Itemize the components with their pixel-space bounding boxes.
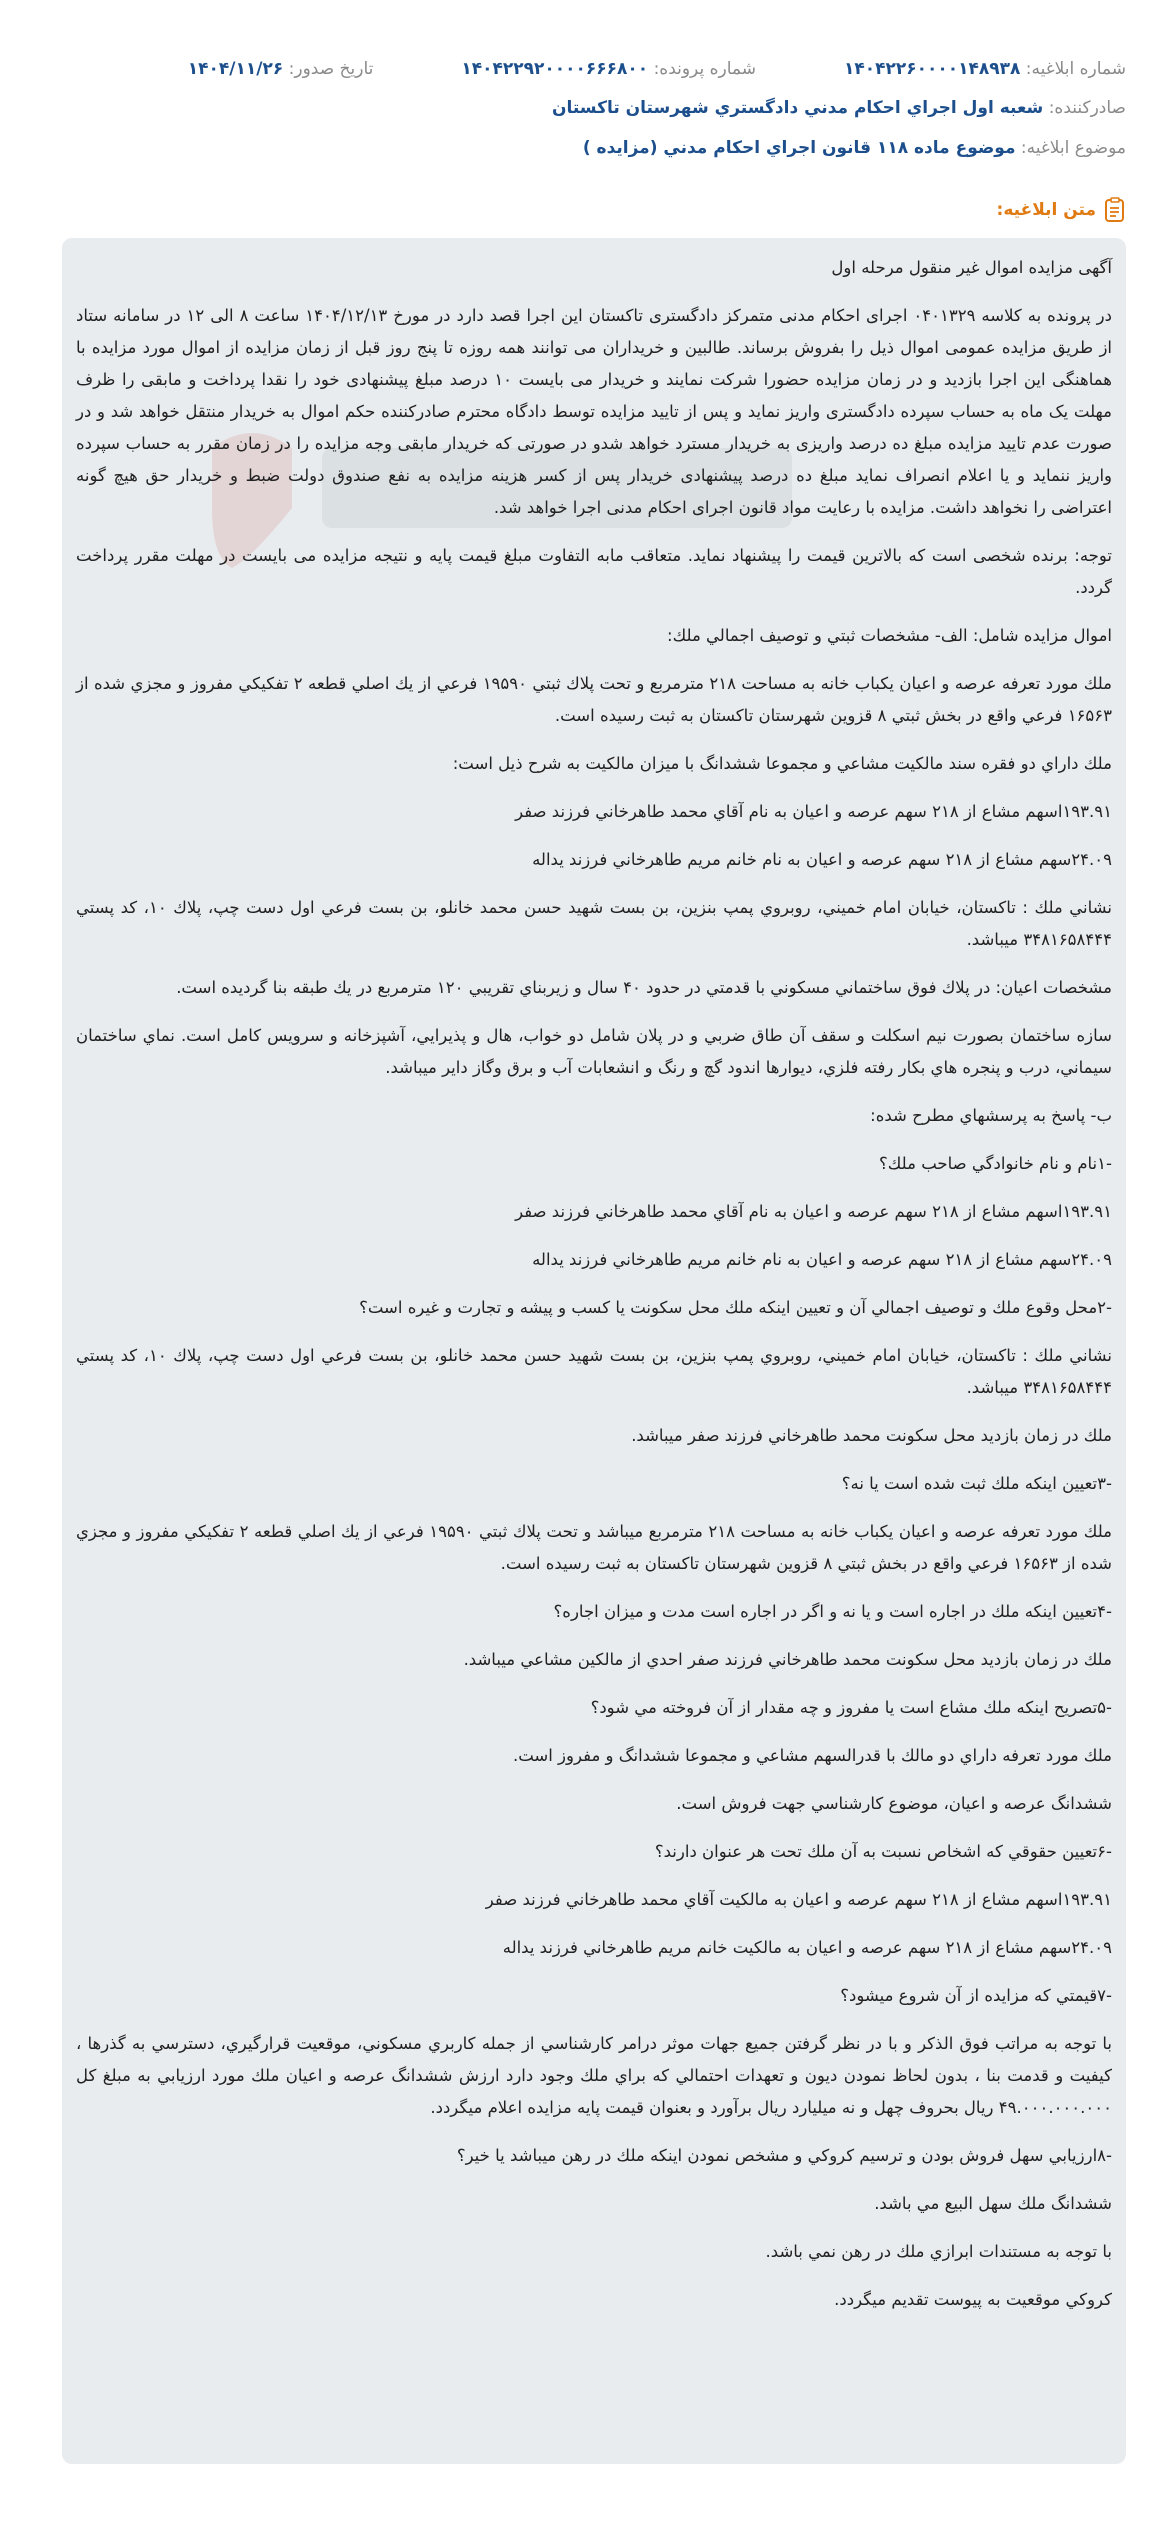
paragraph-spacer xyxy=(76,1964,1112,1980)
body-paragraph: ۲۴.۰۹سهم مشاع از ۲۱۸ سهم عرصه و اعيان به مالكيت خانم مريم طاهرخاني فرزند يداله xyxy=(502,1938,1112,1957)
body-paragraph: ۲۴.۰۹سهم مشاع از ۲۱۸ سهم عرصه و اعيان به نام خانم مريم طاهرخاني فرزند يداله xyxy=(532,850,1112,869)
paragraph-spacer xyxy=(76,1276,1112,1292)
paragraph-spacer xyxy=(76,652,1112,668)
issue-date xyxy=(188,59,374,79)
body-paragraph: ۱۹۳.۹۱اسهم مشاع از ۲۱۸ سهم عرصه و اعيان به مالكيت آقاي محمد طاهرخاني فرزند صفر xyxy=(485,1890,1112,1909)
paragraph-spacer xyxy=(76,1132,1112,1148)
body-paragraph: توجه: برنده شخصی است که بالاترین قیمت را پیشنهاد نماید. متعاقب مابه التفاوت مبلغ قیمت پایه و نتیجه مزایده می بایست در مهلت مقرر پرداخت گردد. xyxy=(76,546,1112,597)
body-paragraph: ملك مورد تعرفه داراي دو مالك با قدرالسهم مشاعي و مجموعا ششدانگ و مفروز است. xyxy=(512,1746,1112,1765)
paragraph-spacer xyxy=(76,1724,1112,1740)
body-paragraph: ششدانگ عرصه و اعيان، موضوع كارشناسي جهت فروش است. xyxy=(676,1794,1112,1813)
body-paragraph: ب- پاسخ به پرسشهاي مطرح شده: xyxy=(870,1106,1112,1125)
paragraph-spacer xyxy=(76,1628,1112,1644)
notice-number-value: ۱۴۰۴۲۲۶۰۰۰۰۱۴۸۹۳۸ xyxy=(843,59,1021,79)
issuer-value: شعبه اول اجراي احكام مدني دادگستري شهرستان تاكستان xyxy=(551,98,1044,118)
paragraph-spacer xyxy=(76,1228,1112,1244)
body-paragraph: -۸ارزيابي سهل فروش بودن و ترسيم كروكي و مشخص نمودن اينكه ملك در رهن ميباشد يا خير؟ xyxy=(456,2146,1112,2165)
paragraph-spacer xyxy=(76,732,1112,748)
body-paragraph: ملك مورد تعرفه عرصه و اعيان يكباب خانه به مساحت ۲۱۸ مترمربع ميباشد و تحت پلاك ثبتي ۱۹۵۹۰ فرعي از يك اصلي قطعه ۲ تفكيكي مفروز و مجزي شده از ۱۶۵۶۳ فرعي واقع در بخش ثبتي ۸ قزوين شهرستان تاكستان به ثبت رسيده است. xyxy=(76,1522,1113,1573)
paragraph-spacer xyxy=(76,1324,1112,1340)
paragraph-spacer xyxy=(76,284,1112,300)
paragraph-spacer xyxy=(76,2124,1112,2140)
paragraph-spacer xyxy=(76,2268,1112,2284)
issuer-line xyxy=(552,98,1126,118)
paragraph-spacer xyxy=(76,1404,1112,1420)
notice-text-label: متن ابلاغیه: xyxy=(996,200,1096,220)
paragraph-spacer xyxy=(76,524,1112,540)
body-paragraph: با توجه به مستندات ابرازي ملك در رهن نمي باشد. xyxy=(765,2242,1112,2261)
paragraph-spacer xyxy=(76,1500,1112,1516)
paragraph-spacer xyxy=(76,1580,1112,1596)
body-paragraph: نشاني ملك : تاكستان، خيابان امام خميني، روبروي پمپ بنزين، بن بست شهيد حسن محمد خانلو، بن بست فرعي اول دست چپ، پلاك ۱۰، كد پستي ۳۴۸۱۶۵۸۴۴۴ ميباشد. xyxy=(76,1346,1112,1397)
body-paragraph: ۱۹۳.۹۱اسهم مشاع از ۲۱۸ سهم عرصه و اعيان به نام آقاي محمد طاهرخاني فرزند صفر xyxy=(515,802,1112,821)
paragraph-spacer xyxy=(76,2012,1112,2028)
issuer-label: صادرکننده: xyxy=(1048,98,1126,118)
body-paragraph: مشخصات اعيان: در پلاك فوق ساختماني مسكوني با قدمتي در حدود ۴۰ سال و زيربناي تقريبي ۱۲۰ مترمربع در يك طبقه بنا گرديده است. xyxy=(176,978,1112,997)
notice-body-text xyxy=(76,252,1112,2316)
body-paragraph: ۲۴.۰۹سهم مشاع از ۲۱۸ سهم عرصه و اعيان به نام خانم مريم طاهرخاني فرزند يداله xyxy=(532,1250,1112,1269)
paragraph-spacer xyxy=(76,1772,1112,1788)
body-paragraph: -۵تصريح اينكه ملك مشاع است يا مفروز و چه مقدار از آن فروخته مي شود؟ xyxy=(590,1698,1112,1717)
body-paragraph: -۶تعيين حقوقي كه اشخاص نسبت به آن ملك تحت هر عنوان دارند؟ xyxy=(654,1842,1112,1861)
paragraph-spacer xyxy=(76,2172,1112,2188)
document-icon xyxy=(1104,197,1126,223)
body-paragraph: ملك مورد تعرفه عرصه و اعيان يكباب خانه به مساحت ۲۱۸ مترمربع و تحت پلاك ثبتي ۱۹۵۹۰ فرعي از يك اصلي قطعه ۲ تفكيكي مفروز و مجزي شده از ۱۶۵۶۳ فرعي واقع در بخش ثبتي ۸ قزوين شهرستان تاكستان به ثبت رسيده است. xyxy=(76,674,1112,725)
case-number xyxy=(461,59,756,79)
paragraph-spacer xyxy=(76,1004,1112,1020)
body-paragraph: اموال مزايده شامل: الف- مشخصات ثبتي و توصيف اجمالي ملك: xyxy=(667,626,1112,645)
body-paragraph: در پرونده به کلاسه ۰۴۰۱۳۲۹ اجرای احکام مدنی متمرکز دادگستری تاکستان این اجرا قصد دارد در مورخ ۱۴۰۴/۱۲/۱۳ ساعت ۸ الی ۱۲ در سامانه ستاد از طریق مزایده عمومی اموال ذیل را بفروش برساند. طالبین و خریداران می توانند همه روزه تا پنج روز قبل از زمان مزایده از اموال مورد مزایده با هماهنگی این اجرا بازدید و در زمان مزایده حضورا شرکت نمایند و خریدار می بایست ۱۰ درصد مبلغ پیشنهادی خود را نقدا پرداخت و مابقی را ظرف مهلت یک ماه به حساب سپرده دادگستری واریز نماید و پس از تایید مزایده توسط دادگاه محترم صادرکننده حکم اموال به خریدار منتقل خواهد شد و در صورت عدم تایید مزایده مبلغ ده درصد واریزی به خریدار مسترد خواهد شدو در صورتی که خریدار مابقی وجه مزایده را در زمان مقرر به حساب سپرده واریز ننماید و یا اعلام انصراف نماید مبلغ ده درصد پیشنهادی خریدار پس از کسر هزینه مزایده به نفع صندوق دولت ضبط و خریدار حق هیچ گونه اعتراضی را نخواهد داشت. مزایده با رعایت مواد قانون اجرای احکام مدنی اجرا خواهد شد. xyxy=(76,306,1112,517)
body-paragraph: -۳تعيين اينكه ملك ثبت شده است يا نه؟ xyxy=(841,1474,1112,1493)
paragraph-spacer xyxy=(76,604,1112,620)
notice-text-heading xyxy=(997,197,1126,223)
paragraph-spacer xyxy=(76,1452,1112,1468)
body-paragraph: ملك در زمان بازديد محل سكونت محمد طاهرخاني فرزند صفر احدي از مالكين مشاعي ميباشد. xyxy=(463,1650,1112,1669)
issue-date-value: ۱۴۰۴/۱۱/۲۶ xyxy=(187,59,284,79)
paragraph-spacer xyxy=(76,1868,1112,1884)
body-paragraph: آگهی مزایده اموال غیر منقول مرحله اول xyxy=(831,258,1112,277)
paragraph-spacer xyxy=(76,876,1112,892)
subject-value: موضوع ماده ۱۱۸ قانون اجراي احكام مدني (مزايده ) xyxy=(582,138,1016,158)
paragraph-spacer xyxy=(76,780,1112,796)
paragraph-spacer xyxy=(76,1180,1112,1196)
issue-date-label: تاریخ صدور: xyxy=(288,59,374,79)
paragraph-spacer xyxy=(76,1676,1112,1692)
notice-number-label: شماره ابلاغیه: xyxy=(1025,59,1126,79)
subject-label: موضوع ابلاغیه: xyxy=(1020,138,1126,158)
body-paragraph: نشاني ملك : تاكستان، خيابان امام خميني، روبروي پمپ بنزين، بن بست شهيد حسن محمد خانلو، بن بست فرعي اول دست چپ، پلاك ۱۰، كد پستي ۳۴۸۱۶۵۸۴۴۴ ميباشد. xyxy=(76,898,1112,949)
paragraph-spacer xyxy=(76,828,1112,844)
body-paragraph: -۱نام و نام خانوادگي صاحب ملك؟ xyxy=(879,1154,1112,1173)
notice-body-panel xyxy=(62,238,1126,2464)
body-paragraph: سازه ساختمان بصورت نيم اسكلت و سقف آن طاق ضربي و در پلان شامل دو خواب، هال و پذيرايي، آشپزخانه و سرويس كامل است. نماي ساختمان سيماني، درب و پنجره هاي بكار رفته فلزي، ديوارها اندود گچ و رنگ و انشعابات آب و برق وگاز داير ميباشد. xyxy=(76,1026,1112,1077)
body-paragraph: ملك در زمان بازديد محل سكونت محمد طاهرخاني فرزند صفر ميباشد. xyxy=(631,1426,1112,1445)
subject-line xyxy=(583,138,1126,158)
paragraph-spacer xyxy=(76,2220,1112,2236)
case-number-label: شماره پرونده: xyxy=(653,59,756,79)
body-paragraph: ششدانگ ملك سهل البيع مي باشد. xyxy=(874,2194,1112,2213)
paragraph-spacer xyxy=(76,1084,1112,1100)
body-paragraph: كروكي موقعيت به پيوست تقديم ميگردد. xyxy=(834,2290,1112,2309)
header-meta-row xyxy=(46,54,1126,84)
case-number-value: ۱۴۰۴۲۲۹۲۰۰۰۰۶۶۶۸۰۰ xyxy=(461,59,649,79)
body-paragraph: با توجه به مراتب فوق الذكر و با در نظر گرفتن جميع جهات موثر درامر كارشناسي از جمله كاربري مسكوني، موقعيت قرارگيري، دسترسي به گذرها ، كيفيت و قدمت بنا ، بدون لحاظ نمودن ديون و تعهدات احتمالي كه براي ملك وجود دارد ارزش ششدانگ عرصه و اعيان ملك مورد ارزيابي به مبلغ كل ۴۹.۰۰۰.۰۰۰.۰۰۰ ريال بحروف چهل و نه ميليارد ريال برآورد و بعنوان قيمت پايه مزايده اعلام ميگردد. xyxy=(76,2034,1112,2117)
paragraph-spacer xyxy=(76,1820,1112,1836)
paragraph-spacer xyxy=(76,956,1112,972)
body-paragraph: -۴تعيين اينكه ملك در اجاره است و يا نه و اگر در اجاره است مدت و ميزان اجاره؟ xyxy=(553,1602,1112,1621)
body-paragraph: -۷قيمتي كه مزايده از آن شروع ميشود؟ xyxy=(840,1986,1112,2005)
notice-number xyxy=(844,59,1126,79)
body-paragraph: ۱۹۳.۹۱اسهم مشاع از ۲۱۸ سهم عرصه و اعيان به نام آقاي محمد طاهرخاني فرزند صفر xyxy=(515,1202,1112,1221)
paragraph-spacer xyxy=(76,1916,1112,1932)
body-paragraph: -۲محل وقوع ملك و توصيف اجمالي آن و تعيين اينكه ملك محل سكونت يا كسب و پيشه و تجارت و غيره است؟ xyxy=(359,1298,1112,1317)
body-paragraph: ملك داراي دو فقره سند مالكيت مشاعي و مجموعا ششدانگ با ميزان مالكيت به شرح ذيل است: xyxy=(452,754,1112,773)
